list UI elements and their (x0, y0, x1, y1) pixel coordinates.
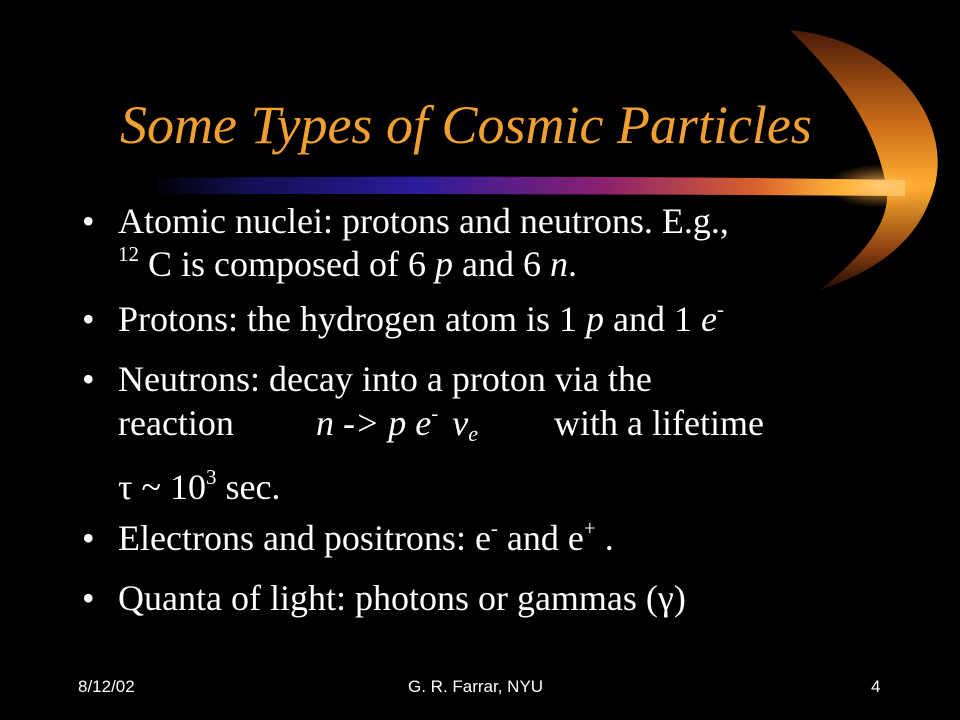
footer-date: 8/12/02 (78, 677, 135, 696)
bullet-3-text: Neutrons: decay into a proton via the (118, 359, 652, 399)
bullet-2-line-1 (118, 298, 724, 340)
charge-superscript: - (716, 297, 724, 321)
bullet-5-text: ) (673, 578, 686, 618)
bullet-1-text: C is composed of 6 (139, 244, 435, 284)
exponent-superscript: 3 (205, 465, 217, 489)
charge-superscript: + (583, 516, 596, 540)
bullet-5-text: Quanta of light: photons or gammas ( (118, 578, 658, 618)
bullet-marker: • (82, 201, 95, 241)
slide-title: Some Types of Cosmic Particles (120, 95, 812, 155)
bullet-1-text: and 6 (452, 244, 550, 284)
bullet-1-text: . (567, 244, 577, 284)
footer-page-number: 4 (871, 677, 881, 696)
bullet-2-text: Protons: the hydrogen atom is 1 (118, 299, 586, 339)
bullet-1-line-2 (118, 243, 577, 285)
neutrino-symbol: ν (452, 403, 469, 443)
bullet-3-text: sec. (216, 467, 281, 507)
bullet-3-line-1 (118, 358, 652, 400)
bullet-4-text: . (595, 518, 614, 558)
footer-author: G. R. Farrar, NYU (408, 677, 544, 696)
charge-superscript: - (490, 516, 498, 540)
bullet-3-line-2 (118, 402, 234, 444)
bullet-3-text: with a lifetime (554, 403, 764, 443)
electron-symbol: e (700, 299, 717, 339)
bullet-marker: • (82, 299, 95, 339)
bullet-3-line-3 (118, 466, 280, 508)
bullet-marker: • (82, 518, 95, 558)
mass-number-superscript: 12 (118, 242, 139, 266)
tau-symbol: τ (118, 467, 133, 507)
neutrino-subscript: e (468, 421, 479, 446)
proton-symbol: p (434, 244, 453, 284)
bullet-marker: • (82, 359, 95, 399)
bullet-5-line-1 (118, 577, 686, 619)
bullet-4-text: Electrons and positrons: e (118, 518, 491, 558)
bullet-1-text: Atomic nuclei: protons and neutrons. E.g., (118, 201, 729, 241)
bullet-3-text: ~ 10 (132, 467, 206, 507)
equation-text: n -> p e (316, 403, 432, 443)
proton-symbol: p (585, 299, 604, 339)
bullet-marker: • (82, 578, 95, 618)
charge-superscript: - (431, 401, 439, 425)
gamma-symbol: γ (657, 578, 674, 618)
bullet-1-line-1 (118, 200, 729, 242)
bullet-4-line-1 (118, 517, 614, 559)
bullet-3-text: reaction (118, 403, 234, 443)
decay-equation (316, 402, 478, 444)
bullet-2-text: and 1 (603, 299, 701, 339)
neutron-symbol: n (549, 244, 568, 284)
bullet-3-line-2-tail (554, 402, 764, 444)
bullet-4-text: and e (497, 518, 584, 558)
